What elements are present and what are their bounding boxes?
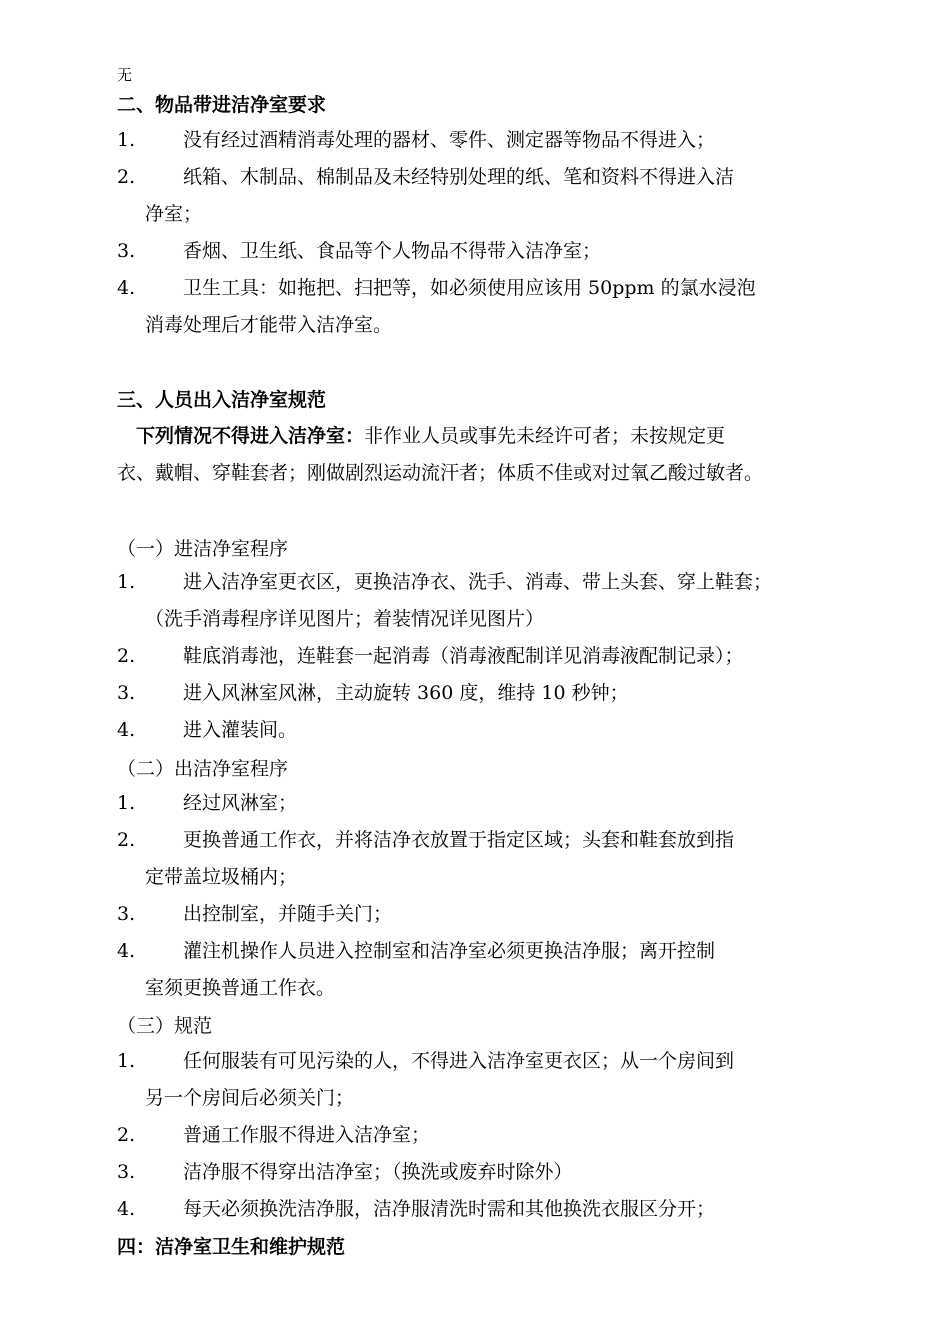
item-text: 经过风淋室；	[183, 792, 298, 814]
intro-lead: 下列情况不得进入洁净室：	[136, 425, 365, 447]
section3-heading: 三、人员出入洁净室规范	[117, 389, 327, 411]
item-number: 1.	[117, 571, 136, 593]
item-text: 任何服装有可见污染的人，不得进入洁净室更衣区；从一个房间到	[183, 1050, 735, 1072]
item-number: 4.	[117, 940, 136, 962]
item-text: 鞋底消毒池，连鞋套一起消毒（消毒液配制详见消毒液配制记录）；	[183, 645, 744, 667]
item-text: 纸箱、木制品、棉制品及未经特别处理的纸、笔和资料不得进入洁	[183, 166, 735, 188]
item-text: 香烟、卫生纸、食品等个人物品不得带入洁净室；	[183, 240, 602, 262]
item-text: 没有经过酒精消毒处理的器材、零件、测定器等物品不得进入；	[183, 129, 716, 151]
item-text-continued: 净室；	[145, 203, 203, 225]
item-number: 3.	[117, 1161, 136, 1183]
item-number: 1.	[117, 792, 136, 814]
section2-item-1	[117, 122, 832, 159]
sub2-item-4	[117, 933, 832, 1007]
sub1-item-3	[117, 675, 832, 712]
sub2-item-2	[117, 822, 832, 896]
sub1-item-2	[117, 638, 832, 675]
item-text-continued: 定带盖垃圾桶内；	[145, 866, 298, 888]
section3-intro	[117, 418, 837, 492]
item-number: 4.	[117, 277, 136, 299]
item-number: 2.	[117, 166, 136, 188]
intro-text: 非作业人员或事先未经许可者；未按规定更	[364, 425, 726, 447]
section2-item-3	[117, 233, 832, 270]
section2-heading: 二、物品带进洁净室要求	[117, 94, 327, 116]
sub2-item-3	[117, 896, 832, 933]
item-text: 洁净服不得穿出洁净室；（换洗或废弃时除外）	[183, 1161, 573, 1183]
item-text: 进入灌装间。	[183, 719, 298, 741]
item-number: 3.	[117, 240, 136, 262]
sub1-title: （一）进洁净室程序	[117, 538, 289, 560]
item-text-continued: 室须更换普通工作衣。	[145, 977, 336, 999]
item-text-continued: 消毒处理后才能带入洁净室。	[145, 314, 393, 336]
item-text: 普通工作服不得进入洁净室；	[183, 1124, 431, 1146]
item-number: 2.	[117, 1124, 136, 1146]
item-text: 更换普通工作衣，并将洁净衣放置于指定区域；头套和鞋套放到指	[183, 829, 735, 851]
sub2-title: （二）出洁净室程序	[117, 758, 289, 780]
item-text: 出控制室，并随手关门；	[183, 903, 393, 925]
sub3-item-2	[117, 1117, 832, 1154]
section2-item-4	[117, 270, 832, 344]
item-number: 2.	[117, 645, 136, 667]
top-note: 无	[117, 66, 133, 84]
item-number: 2.	[117, 829, 136, 851]
item-number: 4.	[117, 719, 136, 741]
sub3-item-3	[117, 1154, 832, 1191]
item-text-continued: 另一个房间后必须关门；	[145, 1087, 355, 1109]
item-text-continued: （洗手消毒程序详见图片；着装情况详见图片）	[145, 608, 545, 630]
item-text: 进入洁净室更衣区，更换洁净衣、洗手、消毒、带上头套、穿上鞋套；	[183, 571, 773, 593]
intro-text-continued: 衣、戴帽、穿鞋套者；刚做剧烈运动流汗者；体质不佳或对过氧乙酸过敏者。	[117, 462, 764, 484]
item-number: 3.	[117, 903, 136, 925]
sub3-item-4	[117, 1191, 832, 1228]
section2-item-2	[117, 159, 832, 233]
item-number: 3.	[117, 682, 136, 704]
item-text: 灌注机操作人员进入控制室和洁净室必须更换洁净服；离开控制	[183, 940, 716, 962]
item-text: 进入风淋室风淋，主动旋转 360 度，维持 10 秒钟；	[183, 682, 629, 704]
item-number: 4.	[117, 1198, 136, 1220]
item-text: 卫生工具：如拖把、扫把等，如必须使用应该用 50ppm 的氯水浸泡	[183, 277, 756, 299]
section4-heading: 四：洁净室卫生和维护规范	[117, 1236, 346, 1258]
item-number: 1.	[117, 129, 136, 151]
sub1-item-4	[117, 712, 832, 749]
sub2-item-1	[117, 785, 832, 822]
item-number: 1.	[117, 1050, 136, 1072]
item-text: 每天必须换洗洁净服，洁净服清洗时需和其他换洗衣服区分开；	[183, 1198, 716, 1220]
sub3-title: （三）规范	[117, 1015, 213, 1037]
sub1-item-1	[117, 564, 832, 638]
sub3-item-1	[117, 1043, 832, 1117]
